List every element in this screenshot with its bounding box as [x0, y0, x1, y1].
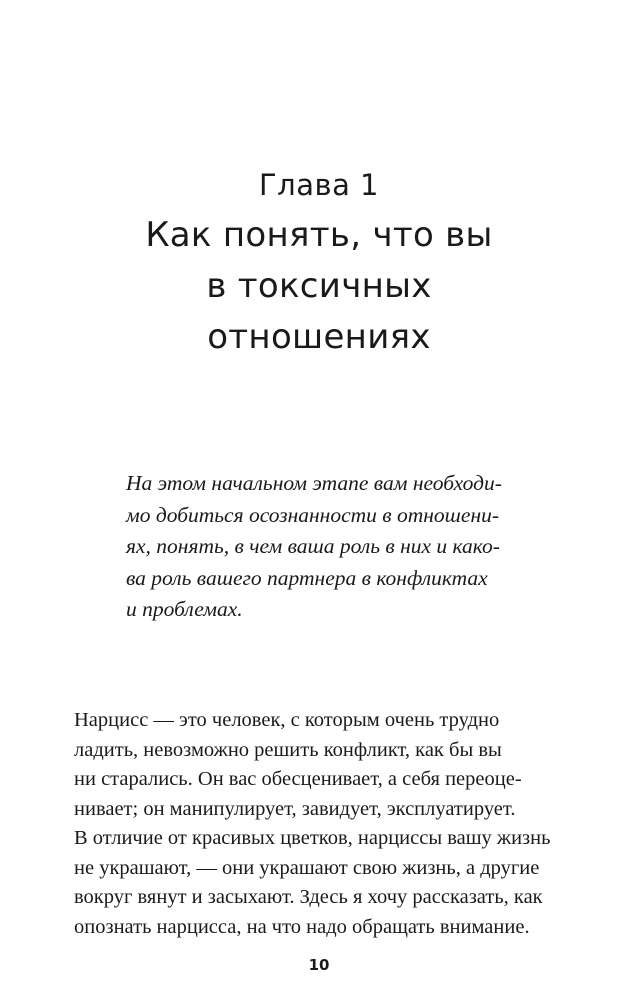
body-paragraph	[74, 706, 584, 942]
body-line: ни старались. Он вас обесценивает, а себя переоце-	[74, 768, 522, 790]
chapter-title-line: Как понять, что вы	[145, 215, 493, 255]
body-line: не украшают, — они украшают свою жизнь, а другие	[74, 856, 540, 879]
page-number: 10	[308, 956, 330, 974]
chapter-title	[0, 210, 638, 363]
body-line: нивает; он манипулирует, завидует, эксплуатирует.	[74, 797, 516, 820]
chapter-label: Глава 1	[258, 168, 380, 202]
epigraph	[126, 468, 546, 626]
epigraph-line: ях, понять, в чем ваша роль в них и како-	[126, 534, 500, 558]
epigraph-line: и проблемах.	[126, 597, 243, 621]
epigraph-line: ва роль вашего партнера в конфликтах	[126, 565, 488, 590]
body-line: вокруг вянут и засыхают. Здесь я хочу рассказать, как	[74, 886, 543, 908]
body-line: В отличие от красивых цветков, нарциссы вашу жизнь	[74, 827, 551, 849]
chapter-title-line: отношениях	[207, 317, 431, 357]
body-line: ладить, невозможно решить конфликт, как бы вы	[74, 738, 502, 761]
body-line: Нарцисс — это человек, с которым очень трудно	[74, 709, 500, 731]
chapter-title-line: в токсичных	[206, 266, 432, 306]
body-line: опознать нарцисса, на что надо обращать внимание.	[74, 915, 530, 938]
epigraph-line: мо добиться осознанности в отношени-	[126, 502, 500, 527]
epigraph-line: На этом начальном этапе вам необходи-	[126, 471, 502, 495]
